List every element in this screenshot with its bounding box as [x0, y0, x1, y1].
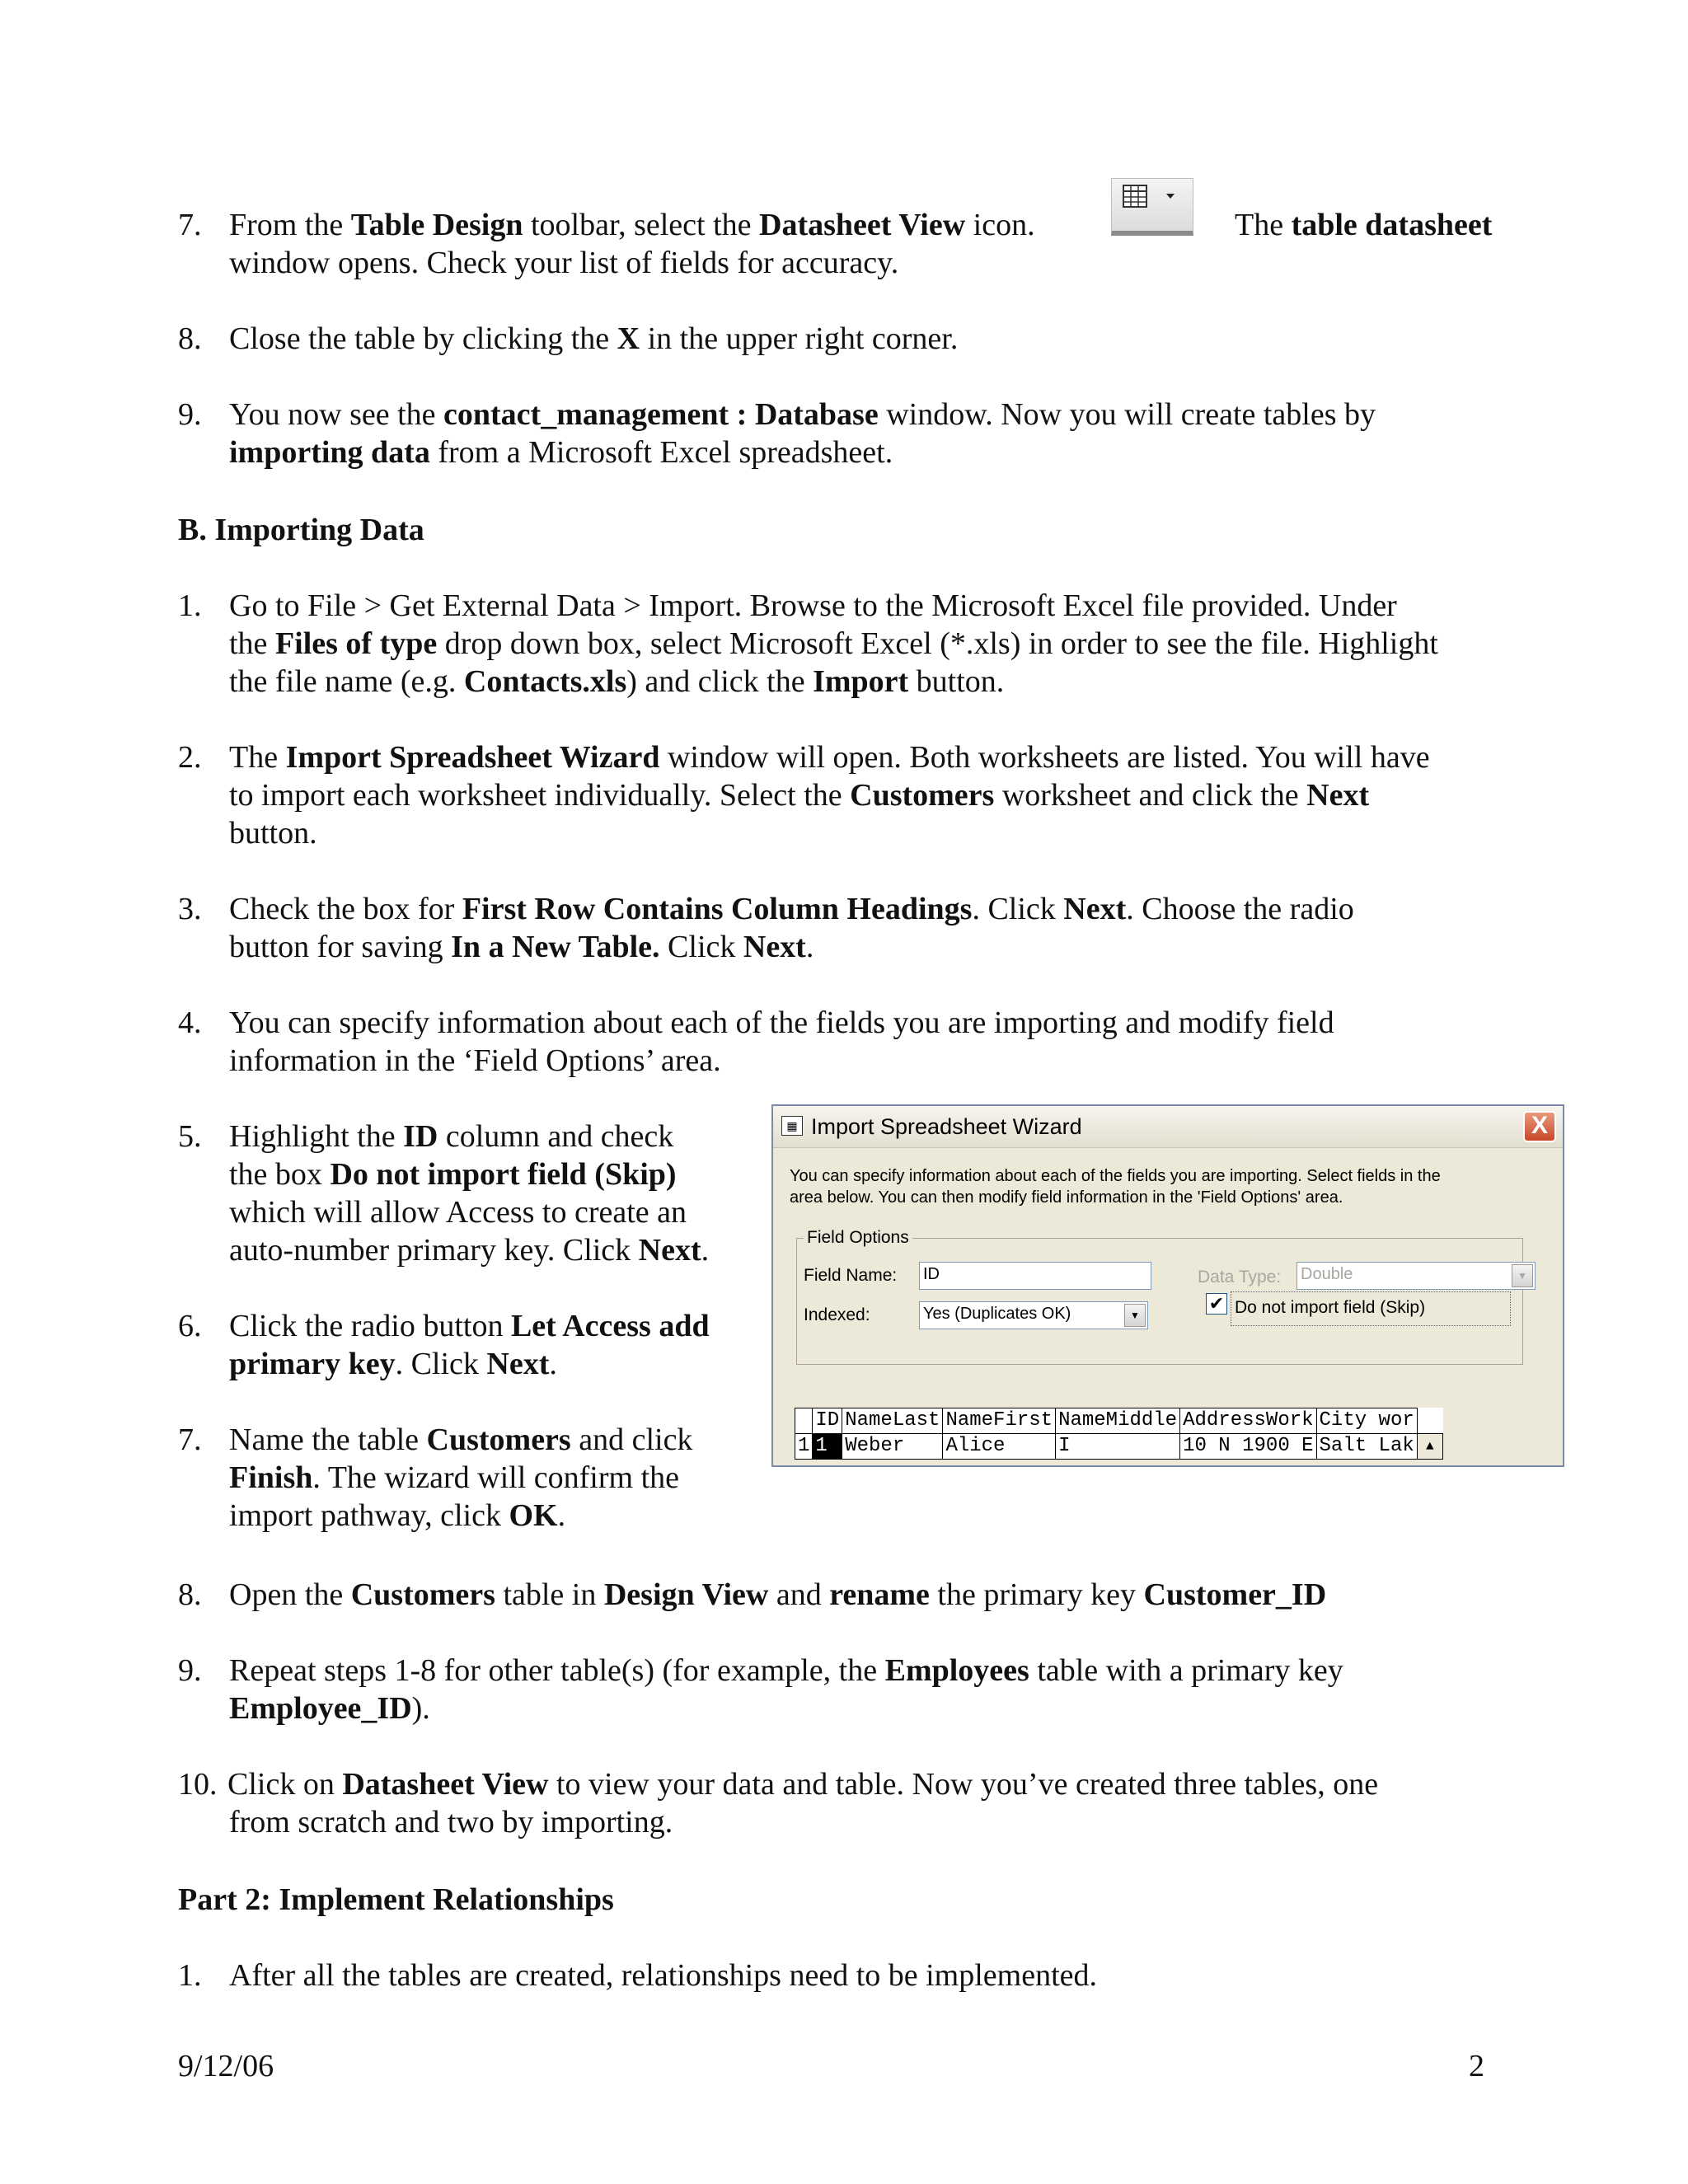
step-number: 3.: [178, 892, 202, 926]
text-run: toolbar, select the: [523, 208, 760, 242]
text-run: from scratch and two by importing.: [229, 1805, 673, 1840]
text-run: . Click: [395, 1347, 487, 1381]
bold-text-run: Do not import field (Skip): [330, 1157, 677, 1192]
step-text-line: [229, 1155, 677, 1193]
dialog-titlebar: [773, 1106, 1563, 1148]
step-number: 9.: [178, 397, 202, 432]
text-run: the primary key: [929, 1577, 1144, 1612]
text-run: Go to File > Get External Data > Import. Browse to the Microsoft Excel file provided. Under: [229, 588, 1397, 623]
step-number: 10.: [178, 1767, 218, 1802]
text-run: which will allow Access to create an: [229, 1195, 687, 1230]
indexed-label: Indexed:: [804, 1305, 870, 1324]
text-run: Name the table: [229, 1422, 427, 1457]
step-text-line: [229, 1803, 673, 1841]
step-text-line: [227, 1765, 1378, 1803]
step-text-line: [229, 1576, 1326, 1614]
text-run: .: [701, 1233, 710, 1268]
step-number: 7.: [178, 208, 202, 242]
table-row: [795, 1434, 1443, 1460]
bold-text-run: X: [617, 321, 640, 356]
bold-text-run: primary key: [229, 1347, 396, 1381]
text-run: . Click: [972, 892, 1064, 926]
text-run: drop down box, select Microsoft Excel (*.xls) in order to see the file. Highlight: [437, 626, 1438, 661]
bold-text-run: Datasheet View: [342, 1767, 549, 1802]
text-run: Open the: [229, 1577, 351, 1612]
column-header[interactable]: City wor: [1316, 1408, 1417, 1434]
text-run: . The wizard will confirm the: [312, 1460, 679, 1495]
bold-text-run: rename: [829, 1577, 930, 1612]
bold-text-run: Customers: [426, 1422, 571, 1457]
grid-cell[interactable]: Weber: [842, 1434, 943, 1460]
bold-text-run: Customer_ID: [1143, 1577, 1327, 1612]
bold-text-run: Table Design: [350, 208, 523, 242]
text-run: Click on: [227, 1767, 343, 1802]
chevron-down-icon: ▼: [1124, 1304, 1146, 1327]
step-number: 8.: [178, 321, 202, 356]
step-text-line: [229, 1004, 1334, 1042]
text-run: button.: [229, 816, 317, 851]
bold-text-run: Next: [638, 1233, 701, 1268]
import-spreadsheet-wizard-dialog: [771, 1104, 1564, 1467]
text-run: From the: [229, 208, 351, 242]
description-line: area below. You can then modify field information in the 'Field Options' area.: [790, 1188, 1343, 1207]
column-header[interactable]: NameMiddle: [1056, 1408, 1180, 1434]
field-options-group: [796, 1228, 1527, 1365]
bold-text-run: Finish: [229, 1460, 313, 1495]
bold-text-run: Contacts.xls: [463, 664, 627, 699]
text-run: import pathway, click: [229, 1498, 509, 1533]
text-run: Highlight the: [229, 1119, 404, 1154]
text-run: icon.: [965, 208, 1035, 242]
text-run: . Choose the radio: [1126, 892, 1354, 926]
preview-grid: [795, 1408, 1443, 1460]
column-header[interactable]: NameLast: [842, 1408, 943, 1434]
dialog-title: Import Spreadsheet Wizard: [811, 1114, 1082, 1139]
text-run: Click the radio button: [229, 1309, 511, 1343]
text-run: the file name (e.g.: [229, 664, 464, 699]
step-number: 5.: [178, 1119, 202, 1154]
step-number: 2.: [178, 740, 202, 775]
text-run: .: [557, 1498, 566, 1533]
step-number: 9.: [178, 1653, 202, 1688]
step-text-line: [229, 738, 1430, 776]
data-type-select[interactable]: [1296, 1262, 1536, 1290]
step-text-line: [229, 1231, 709, 1269]
text-run: You can specify information about each of the fields you are importing and modify field: [229, 1005, 1334, 1040]
text-run: .: [549, 1347, 557, 1381]
text-run: from a Microsoft Excel spreadsheet.: [429, 435, 893, 470]
grid-cell[interactable]: 10 N 1900 E: [1180, 1434, 1316, 1460]
data-type-value: Double: [1301, 1265, 1353, 1283]
grid-cell[interactable]: I: [1056, 1434, 1180, 1460]
bold-text-run: Next: [1306, 778, 1370, 813]
step-text-line: [229, 206, 1035, 244]
bold-text-run: Employees: [884, 1653, 1029, 1688]
dialog-description: [790, 1165, 1441, 1208]
step-text-line: [229, 890, 1354, 928]
text-run: button.: [908, 664, 1005, 699]
indexed-value: Yes (Duplicates OK): [923, 1305, 1071, 1323]
step-trailing-text: [1235, 206, 1492, 244]
step-number: 6.: [178, 1309, 202, 1343]
skip-checkbox[interactable]: ✔: [1206, 1293, 1227, 1315]
chevron-down-icon: ▼: [1512, 1264, 1533, 1287]
field-name-label: Field Name:: [804, 1266, 898, 1285]
bold-text-run: Customers: [350, 1577, 495, 1612]
text-run: the box: [229, 1157, 331, 1192]
bold-text-run: Next: [1063, 892, 1127, 926]
text-run: auto-number primary key. Click: [229, 1233, 639, 1268]
text-run: ) and click the: [626, 664, 814, 699]
bold-text-run: table datasheet: [1291, 208, 1493, 242]
step-text-line: [229, 663, 1004, 701]
step-text-line: [229, 1690, 430, 1727]
text-run: window. Now you will create tables by: [878, 397, 1376, 432]
skip-checkbox-focus: [1231, 1291, 1511, 1326]
step-text-line: [229, 1307, 710, 1345]
field-name-input[interactable]: ID: [919, 1262, 1151, 1290]
text-run: the: [229, 626, 275, 661]
footer-date: 9/12/06: [178, 2049, 274, 2083]
bold-text-run: contact_management : Database: [443, 397, 879, 432]
page-number: 2: [1469, 2049, 1484, 2083]
row-number: 1: [795, 1434, 813, 1460]
text-run: column and check: [438, 1119, 674, 1154]
grid-cell[interactable]: Salt Lak: [1316, 1434, 1417, 1460]
grid-header-row: [795, 1408, 1443, 1434]
bold-text-run: OK: [509, 1498, 558, 1533]
step-text-line: [229, 928, 814, 966]
step-text-line: [229, 1193, 687, 1231]
grid-cell[interactable]: 1: [813, 1434, 842, 1460]
bold-text-run: Import Spreadsheet Wizard: [285, 740, 660, 775]
text-run: worksheet and click the: [994, 778, 1307, 813]
text-run: ).: [411, 1691, 430, 1726]
bold-text-run: Customers: [850, 778, 995, 813]
step-text-line: [229, 1345, 557, 1383]
section-heading: B. Importing Data: [178, 513, 424, 547]
bold-text-run: Employee_ID: [229, 1691, 412, 1726]
text-run: and click: [570, 1422, 693, 1457]
text-run: Check the box for: [229, 892, 462, 926]
step-number: 1.: [178, 588, 202, 623]
bold-text-run: Let Access add: [510, 1309, 710, 1343]
text-run: After all the tables are created, relationships need to be implemented.: [229, 1958, 1098, 1993]
step-text-line: [229, 625, 1438, 663]
step-text-line: [229, 1459, 679, 1497]
bold-text-run: Design View: [603, 1577, 769, 1612]
step-text-line: [229, 396, 1376, 434]
bold-text-run: Next: [486, 1347, 550, 1381]
step-text-line: [229, 1421, 692, 1459]
close-button[interactable]: X: [1523, 1111, 1556, 1142]
step-text-line: [229, 320, 958, 358]
step-text-line: [229, 1497, 565, 1535]
text-run: Close the table by clicking the: [229, 321, 617, 356]
bold-text-run: Next: [743, 930, 806, 964]
step-text-line: [229, 1042, 721, 1080]
text-run: information in the ‘Field Options’ area.: [229, 1043, 721, 1078]
text-run: window opens. Check your list of fields for accuracy.: [229, 246, 899, 280]
grid-cell[interactable]: Alice: [943, 1434, 1056, 1460]
skip-label[interactable]: Do not import field (Skip): [1235, 1298, 1426, 1317]
bold-text-run: First Row Contains Column Headings: [462, 892, 973, 926]
text-run: You now see the: [229, 397, 444, 432]
text-run: table with a primary key: [1029, 1653, 1343, 1688]
text-run: Repeat steps 1-8 for other table(s) (for example, the: [229, 1653, 885, 1688]
step-number: 4.: [178, 1005, 202, 1040]
bold-text-run: ID: [403, 1119, 438, 1154]
step-text-line: [229, 1118, 673, 1155]
text-run: table in: [495, 1577, 604, 1612]
data-type-label: Data Type:: [1198, 1268, 1282, 1286]
text-run: to view your data and table. Now you’ve created three tables, one: [548, 1767, 1379, 1802]
wizard-icon: ▦: [781, 1116, 803, 1136]
step-number: 8.: [178, 1577, 202, 1612]
text-run: to import each worksheet individually. Select the: [229, 778, 851, 813]
text-run: .: [805, 930, 814, 964]
step-number: 7.: [178, 1422, 202, 1457]
column-header[interactable]: ID: [813, 1408, 842, 1434]
text-run: in the upper right corner.: [640, 321, 959, 356]
text-run: The: [229, 740, 286, 775]
bold-text-run: Files of type: [274, 626, 438, 661]
section-heading: Part 2: Implement Relationships: [178, 1882, 614, 1917]
step-text-line: [229, 587, 1397, 625]
step-text-line: [229, 814, 317, 852]
step-text-line: [229, 776, 1369, 814]
bold-text-run: Import: [813, 664, 909, 699]
text-run: window will open. Both worksheets are listed. You will have: [659, 740, 1430, 775]
text-run: and: [768, 1577, 830, 1612]
text-run: Click: [659, 930, 743, 964]
step-text-line: [229, 1652, 1343, 1690]
indexed-select[interactable]: [919, 1301, 1148, 1329]
text-run: The: [1235, 208, 1292, 242]
scroll-up-icon[interactable]: ▲: [1417, 1434, 1442, 1460]
bold-text-run: Datasheet View: [759, 208, 966, 242]
column-header[interactable]: AddressWork: [1180, 1408, 1316, 1434]
datasheet-view-icon: [1111, 178, 1193, 236]
text-run: button for saving: [229, 930, 452, 964]
description-line: You can specify information about each of the fields you are importing. Select fields in the: [790, 1167, 1441, 1185]
bold-text-run: In a New Table.: [451, 930, 660, 964]
step-text-line: [229, 244, 898, 282]
column-header[interactable]: NameFirst: [943, 1408, 1056, 1434]
step-text-line: [229, 434, 893, 471]
step-text-line: [229, 1957, 1097, 1994]
group-label: Field Options: [804, 1227, 912, 1249]
bold-text-run: importing data: [229, 435, 430, 470]
step-number: 1.: [178, 1958, 202, 1993]
